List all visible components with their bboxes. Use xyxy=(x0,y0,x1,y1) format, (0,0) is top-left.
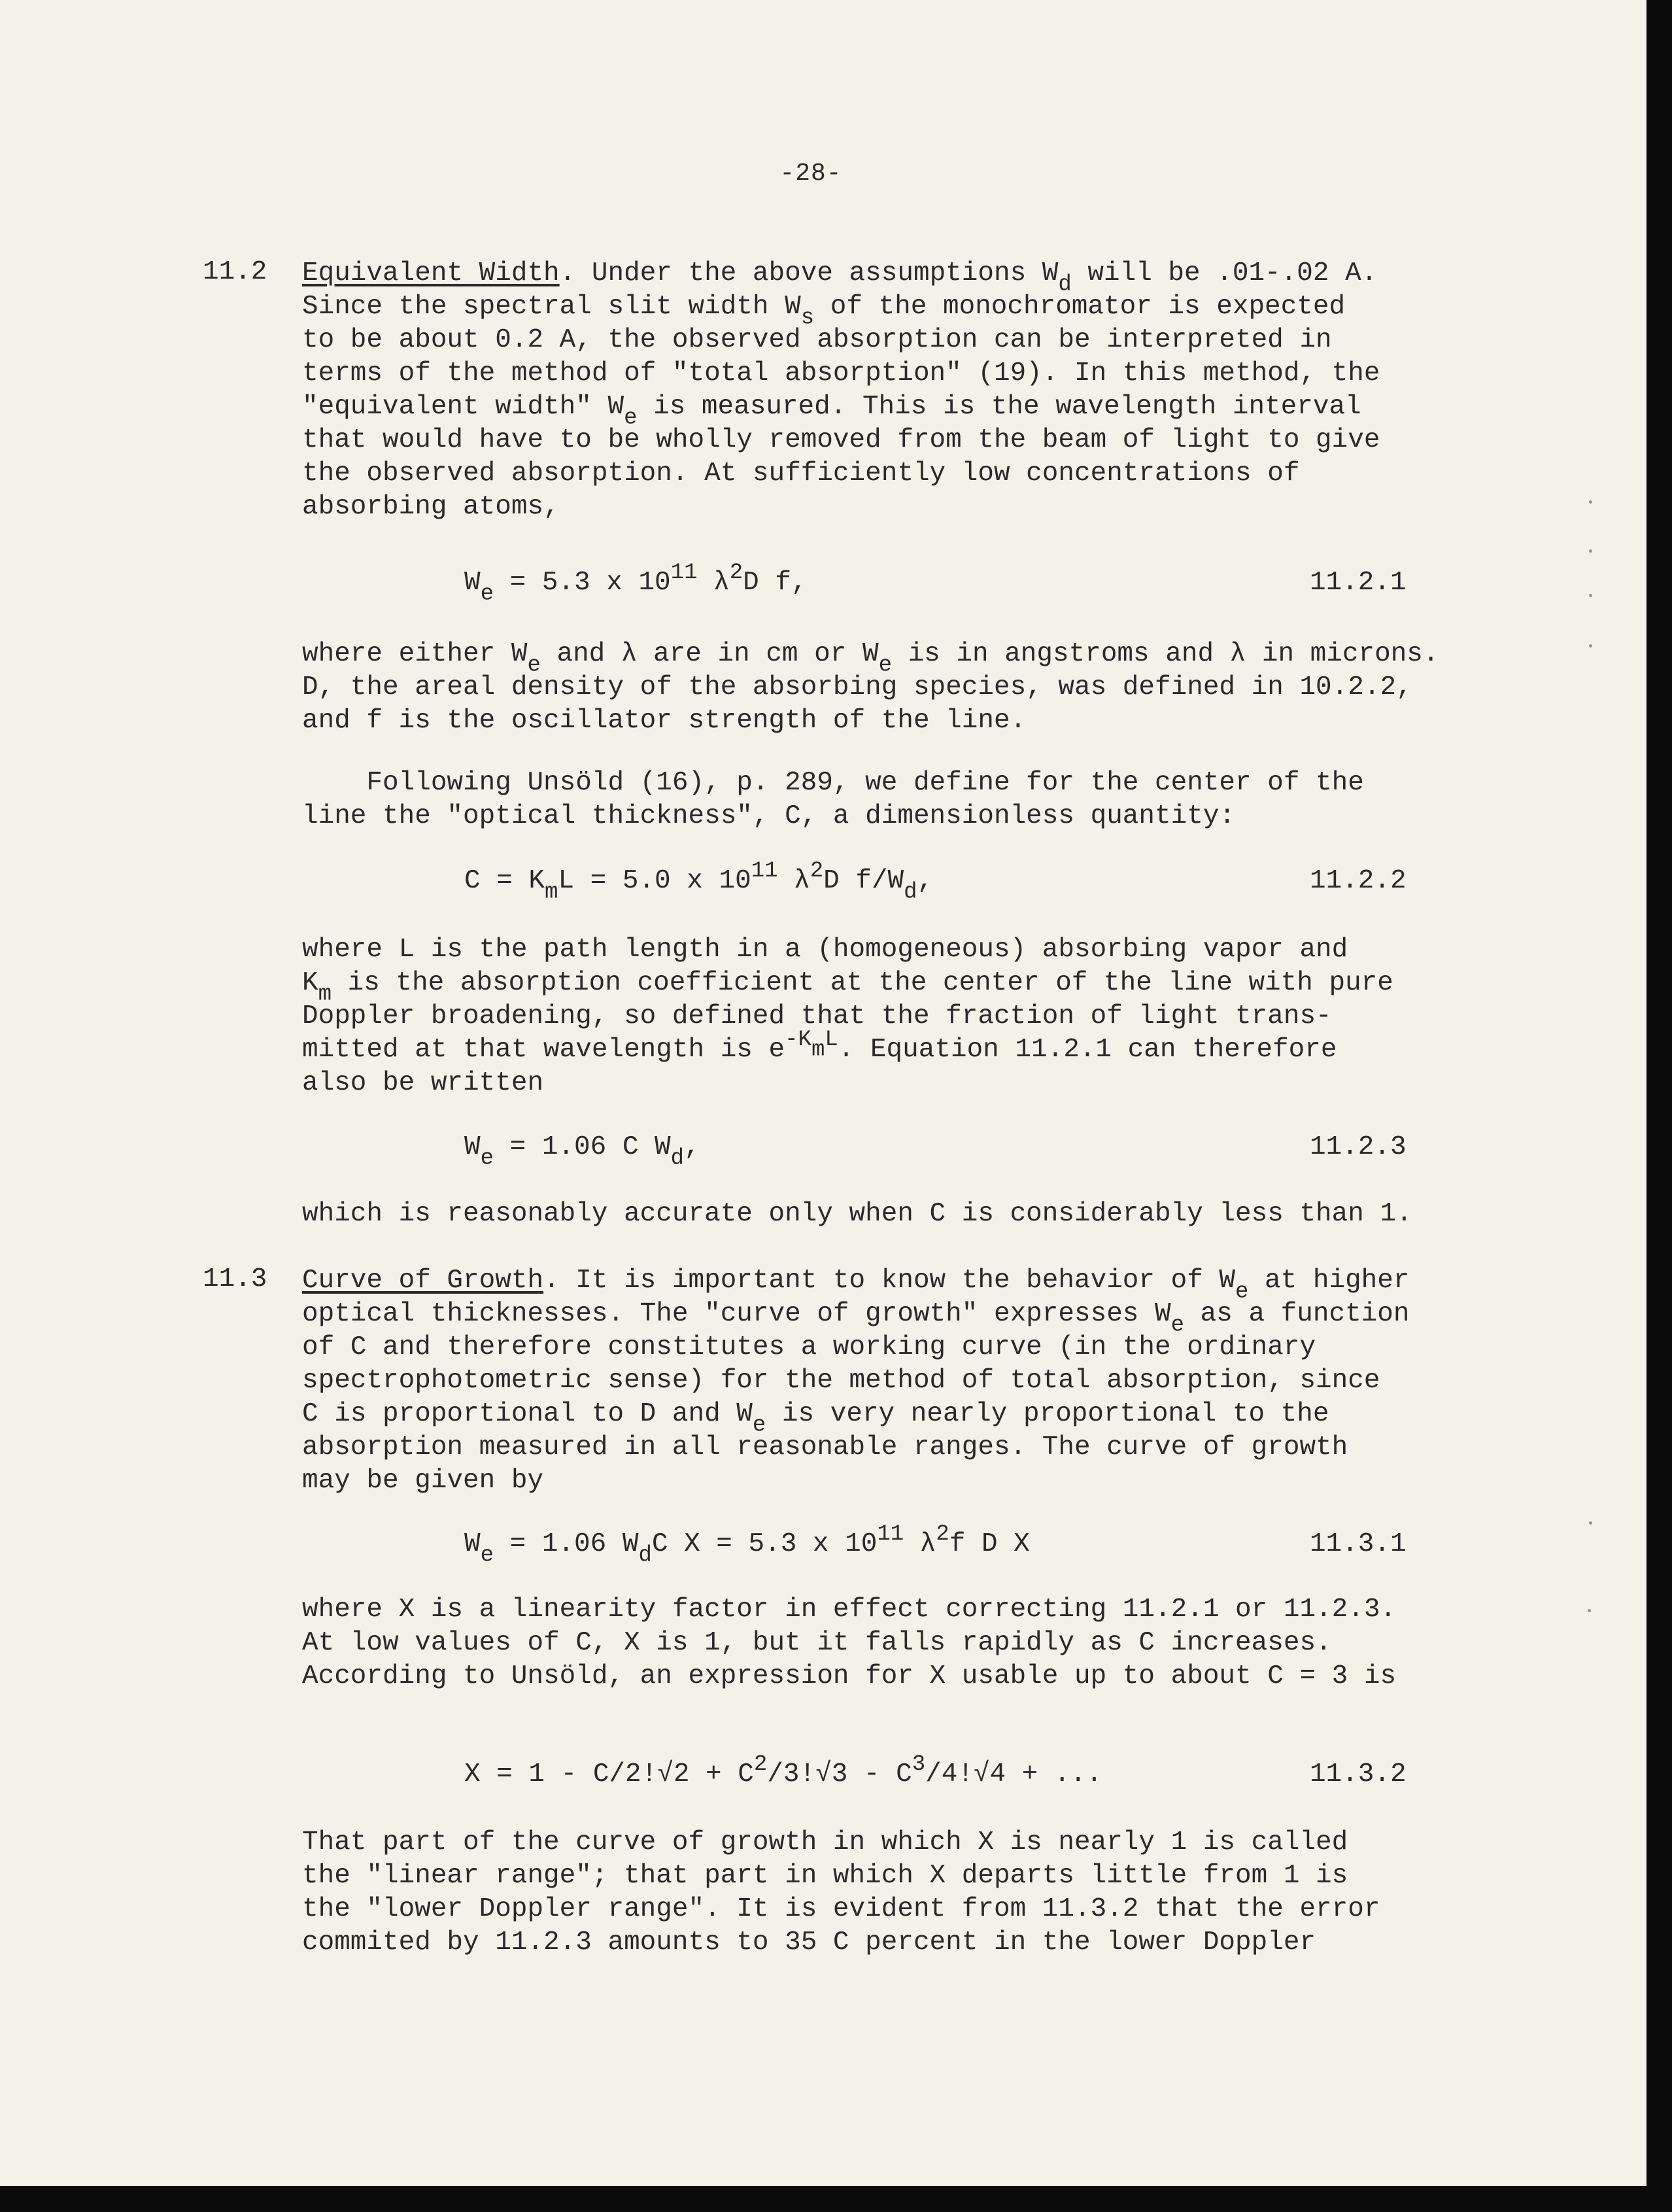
equation-number: 11.2.1 xyxy=(1310,568,1407,598)
equation-number: 11.3.2 xyxy=(1310,1759,1407,1789)
equation-number: 11.3.1 xyxy=(1310,1529,1407,1559)
equation-11-2-3: $W_e = 1.06$ C $W_d$, xyxy=(464,1132,700,1171)
paper-speck xyxy=(1589,644,1592,648)
paragraph-linearity-factor: where X is a linearity factor in effect correcting 11.2.1 or 11.2.3. At low values of C, X is 1, but it falls rapidly as C increases. According to Unsöld, an expression for X usable up to about C = 3 is xyxy=(302,1595,1397,1691)
equation-11-2-1: $W_e = 5.3$ x $10^{11}$ $\lambda^2D$ f, xyxy=(464,561,808,607)
paper-speck xyxy=(1588,1609,1591,1612)
section-11-2-body: Equivalent Width. Under the above assumptions $W_d$ will be .01-.02 A. Since the spectral slit width $W_s$ of the monochromator is expected to be about 0.2 A, the observed absorption can be interpreted in terms of the method of "total absorption" (19). In this method, the "equivalent width" $W_e$ is measured. This is the wavelength interval that would have to be wholly removed from the beam of light to give the observed absorption. At sufficiently low concentrations of absorbing atoms, xyxy=(302,258,1380,522)
scan-border-right xyxy=(1646,0,1672,2212)
page-number: -28- xyxy=(779,160,842,188)
section-title-equivalent-width: Equivalent Width xyxy=(302,258,560,288)
equation-number: 11.2.2 xyxy=(1310,866,1407,896)
paragraph-accuracy: which is reasonably accurate only when C is considerably less than 1. xyxy=(302,1199,1412,1229)
section-11-3-body: Curve of Growth. It is important to know the behavior of $W_e$ at higher optical thicknesses. The "curve of growth" expresses $W_e$ as a function of C and therefore constitutes a working curve (in the ordinary spectrophotometric sense) for the method of total absorption, since C is proportional to D and $W_e$ is very nearly proportional to the absorption measured in all reasonable ranges. The curve of growth may be given by xyxy=(302,1266,1410,1496)
paragraph-optical-thickness: Following Unsöld (16), p. 289, we define for the center of the line the "optical thickness", C, a dimensionless quantity: xyxy=(302,768,1364,831)
paragraph-path-length: where L is the path length in a (homogeneous) absorbing vapor and $K_m$ is the absorption coefficient at the center of the line with pure Doppler broadening, so defined that the fraction of light trans- mitted at that wavelength is $e^{-K_mL}$. Equation 11.2.1 can therefore also be written xyxy=(302,935,1393,1098)
section-number-11-2: 11.2 xyxy=(203,257,267,287)
paper-speck xyxy=(1589,500,1592,504)
paper-speck xyxy=(1589,594,1592,597)
paragraph-linear-range: That part of the curve of growth in which X is nearly 1 is called the "linear range"; that part in which X departs little from 1 is the "lower Doppler range". It is evident from 11.3.2 that the error commited by 11.2.3 amounts to 35 C percent in the lower Doppler xyxy=(302,1827,1380,1958)
equation-11-3-1: $W_e = 1.06$ $W_dC$ X = 5.3 x $10^{11}$ $\lambda^2f$ D X xyxy=(464,1522,1030,1568)
section-title-curve-of-growth: Curve of Growth xyxy=(302,1266,544,1296)
equation-number: 11.2.3 xyxy=(1310,1132,1407,1162)
scan-border-bottom xyxy=(0,2186,1672,2212)
paper-speck xyxy=(1589,1521,1592,1525)
equation-11-3-2: $X = 1 - C/2!√2 + C^2/3!√3 - C^3/4!√4$ + ... xyxy=(464,1752,1102,1789)
equation-11-2-2: $C = K_mL = 5.0$ x $10^{11}$ $\lambda^2D$ $f/W_d$, xyxy=(464,859,934,905)
paper-speck xyxy=(1589,549,1592,553)
section-number-11-3: 11.3 xyxy=(203,1264,267,1294)
paragraph-units: where either $W_e$ and λ are in cm or $W_e$ is in angstroms and λ in microns. D, the areal density of the absorbing species, was defined in 10.2.2, and f is the oscillator strength of the line. xyxy=(302,639,1439,736)
